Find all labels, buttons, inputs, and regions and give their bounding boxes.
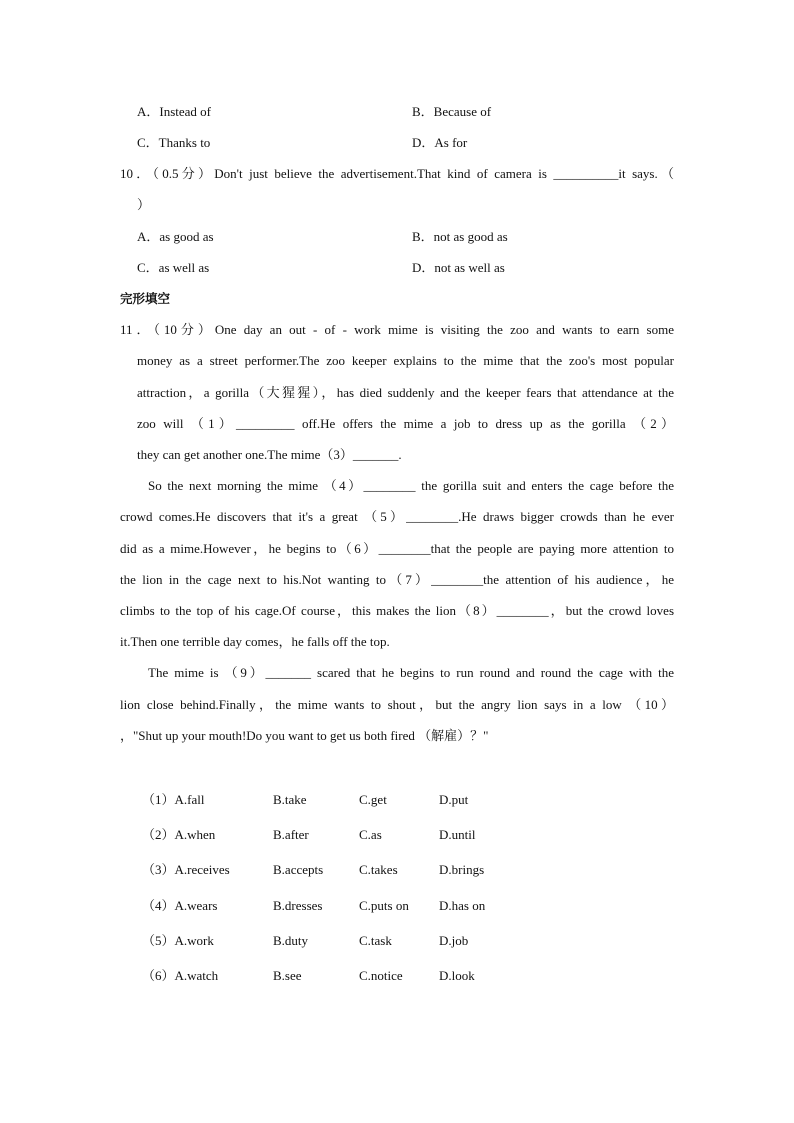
- passage-line: they can get another one.The mime（3）_______.: [137, 447, 402, 462]
- q10-stem-line2: ）: [137, 197, 151, 212]
- choice-a: （2）A.when: [142, 827, 216, 842]
- choice-b: B.accepts: [273, 862, 324, 877]
- choice-c: C.puts on: [359, 898, 409, 913]
- choice-d: D.brings: [439, 862, 485, 877]
- choice-a: （5）A.work: [142, 933, 214, 948]
- choice-c: C.notice: [359, 968, 403, 983]
- choice-a: （1）A.fall: [142, 792, 205, 807]
- choice-a: （4）A.wears: [142, 898, 218, 913]
- section-title: 完形填空: [120, 291, 171, 306]
- q10-option-c: C．as well as: [137, 260, 210, 275]
- choice-c: C.takes: [359, 862, 398, 877]
- choice-b: B.duty: [273, 933, 309, 948]
- q9-option-d: D．As for: [412, 135, 468, 150]
- passage-line: did as a mime.However，he begins to（6）________that the people are paying more attention to: [120, 541, 674, 556]
- choice-b: B.take: [273, 792, 307, 807]
- choice-d: D.has on: [439, 898, 486, 913]
- choice-b: B.after: [273, 827, 309, 842]
- passage-line: ，"Shut up your mouth!Do you want to get us both fired （解雇）？": [120, 728, 489, 743]
- choice-c: C.as: [359, 827, 382, 842]
- choice-d: D.until: [439, 827, 476, 842]
- passage-line: lion close behind.Finally，the mime wants to shout，but the angry lion says in a low （10）: [120, 697, 674, 712]
- choice-d: D.put: [439, 792, 469, 807]
- q9-option-c: C．Thanks to: [137, 135, 211, 150]
- q9-option-b: B．Because of: [412, 104, 492, 119]
- choice-c: C.get: [359, 792, 387, 807]
- passage-line: it.Then one terrible day comes，he falls off the top.: [120, 634, 390, 649]
- choice-d: D.job: [439, 933, 469, 948]
- passage-line: crowd comes.He discovers that it's a great （5）________.He draws bigger crowds than he ever: [120, 509, 674, 524]
- passage-line: climbs to the top of his cage.Of course，this makes the lion（8）________，but the crowd loves: [120, 603, 674, 618]
- choice-b: B.see: [273, 968, 302, 983]
- choice-a: （3）A.receives: [142, 862, 230, 877]
- q10-option-d: D．not as well as: [412, 260, 505, 275]
- q9-option-a: A．Instead of: [137, 104, 212, 119]
- passage-line: attraction，a gorilla（大猩猩），has died suddenly and the keeper fears that attendance at the: [137, 385, 674, 400]
- passage-line: 11．（10分）One day an out - of - work mime is visiting the zoo and wants to earn some: [120, 322, 674, 337]
- passage-line: So the next morning the mime （4）________ the gorilla suit and enters the cage before the: [148, 478, 674, 493]
- passage-line: the lion in the cage next to his.Not wanting to（7）________the attention of his audience，he: [120, 572, 674, 587]
- passage-line: The mime is （9）_______ scared that he begins to run round and round the cage with the: [148, 665, 674, 680]
- choice-c: C.task: [359, 933, 392, 948]
- passage-line: zoo will （1）_________ off.He offers the mime a job to dress up as the gorilla （2）: [137, 416, 674, 431]
- choice-d: D.look: [439, 968, 475, 983]
- passage-line: money as a street performer.The zoo keeper explains to the mime that the zoo's most popular: [137, 353, 674, 368]
- q10-option-b: B．not as good as: [412, 229, 508, 244]
- q10-option-a: A．as good as: [137, 229, 214, 244]
- choice-b: B.dresses: [273, 898, 323, 913]
- choice-a: （6）A.watch: [142, 968, 219, 983]
- q10-stem-line1: 10．（0.5分）Don't just believe the advertisement.That kind of camera is __________it says.（: [120, 166, 674, 181]
